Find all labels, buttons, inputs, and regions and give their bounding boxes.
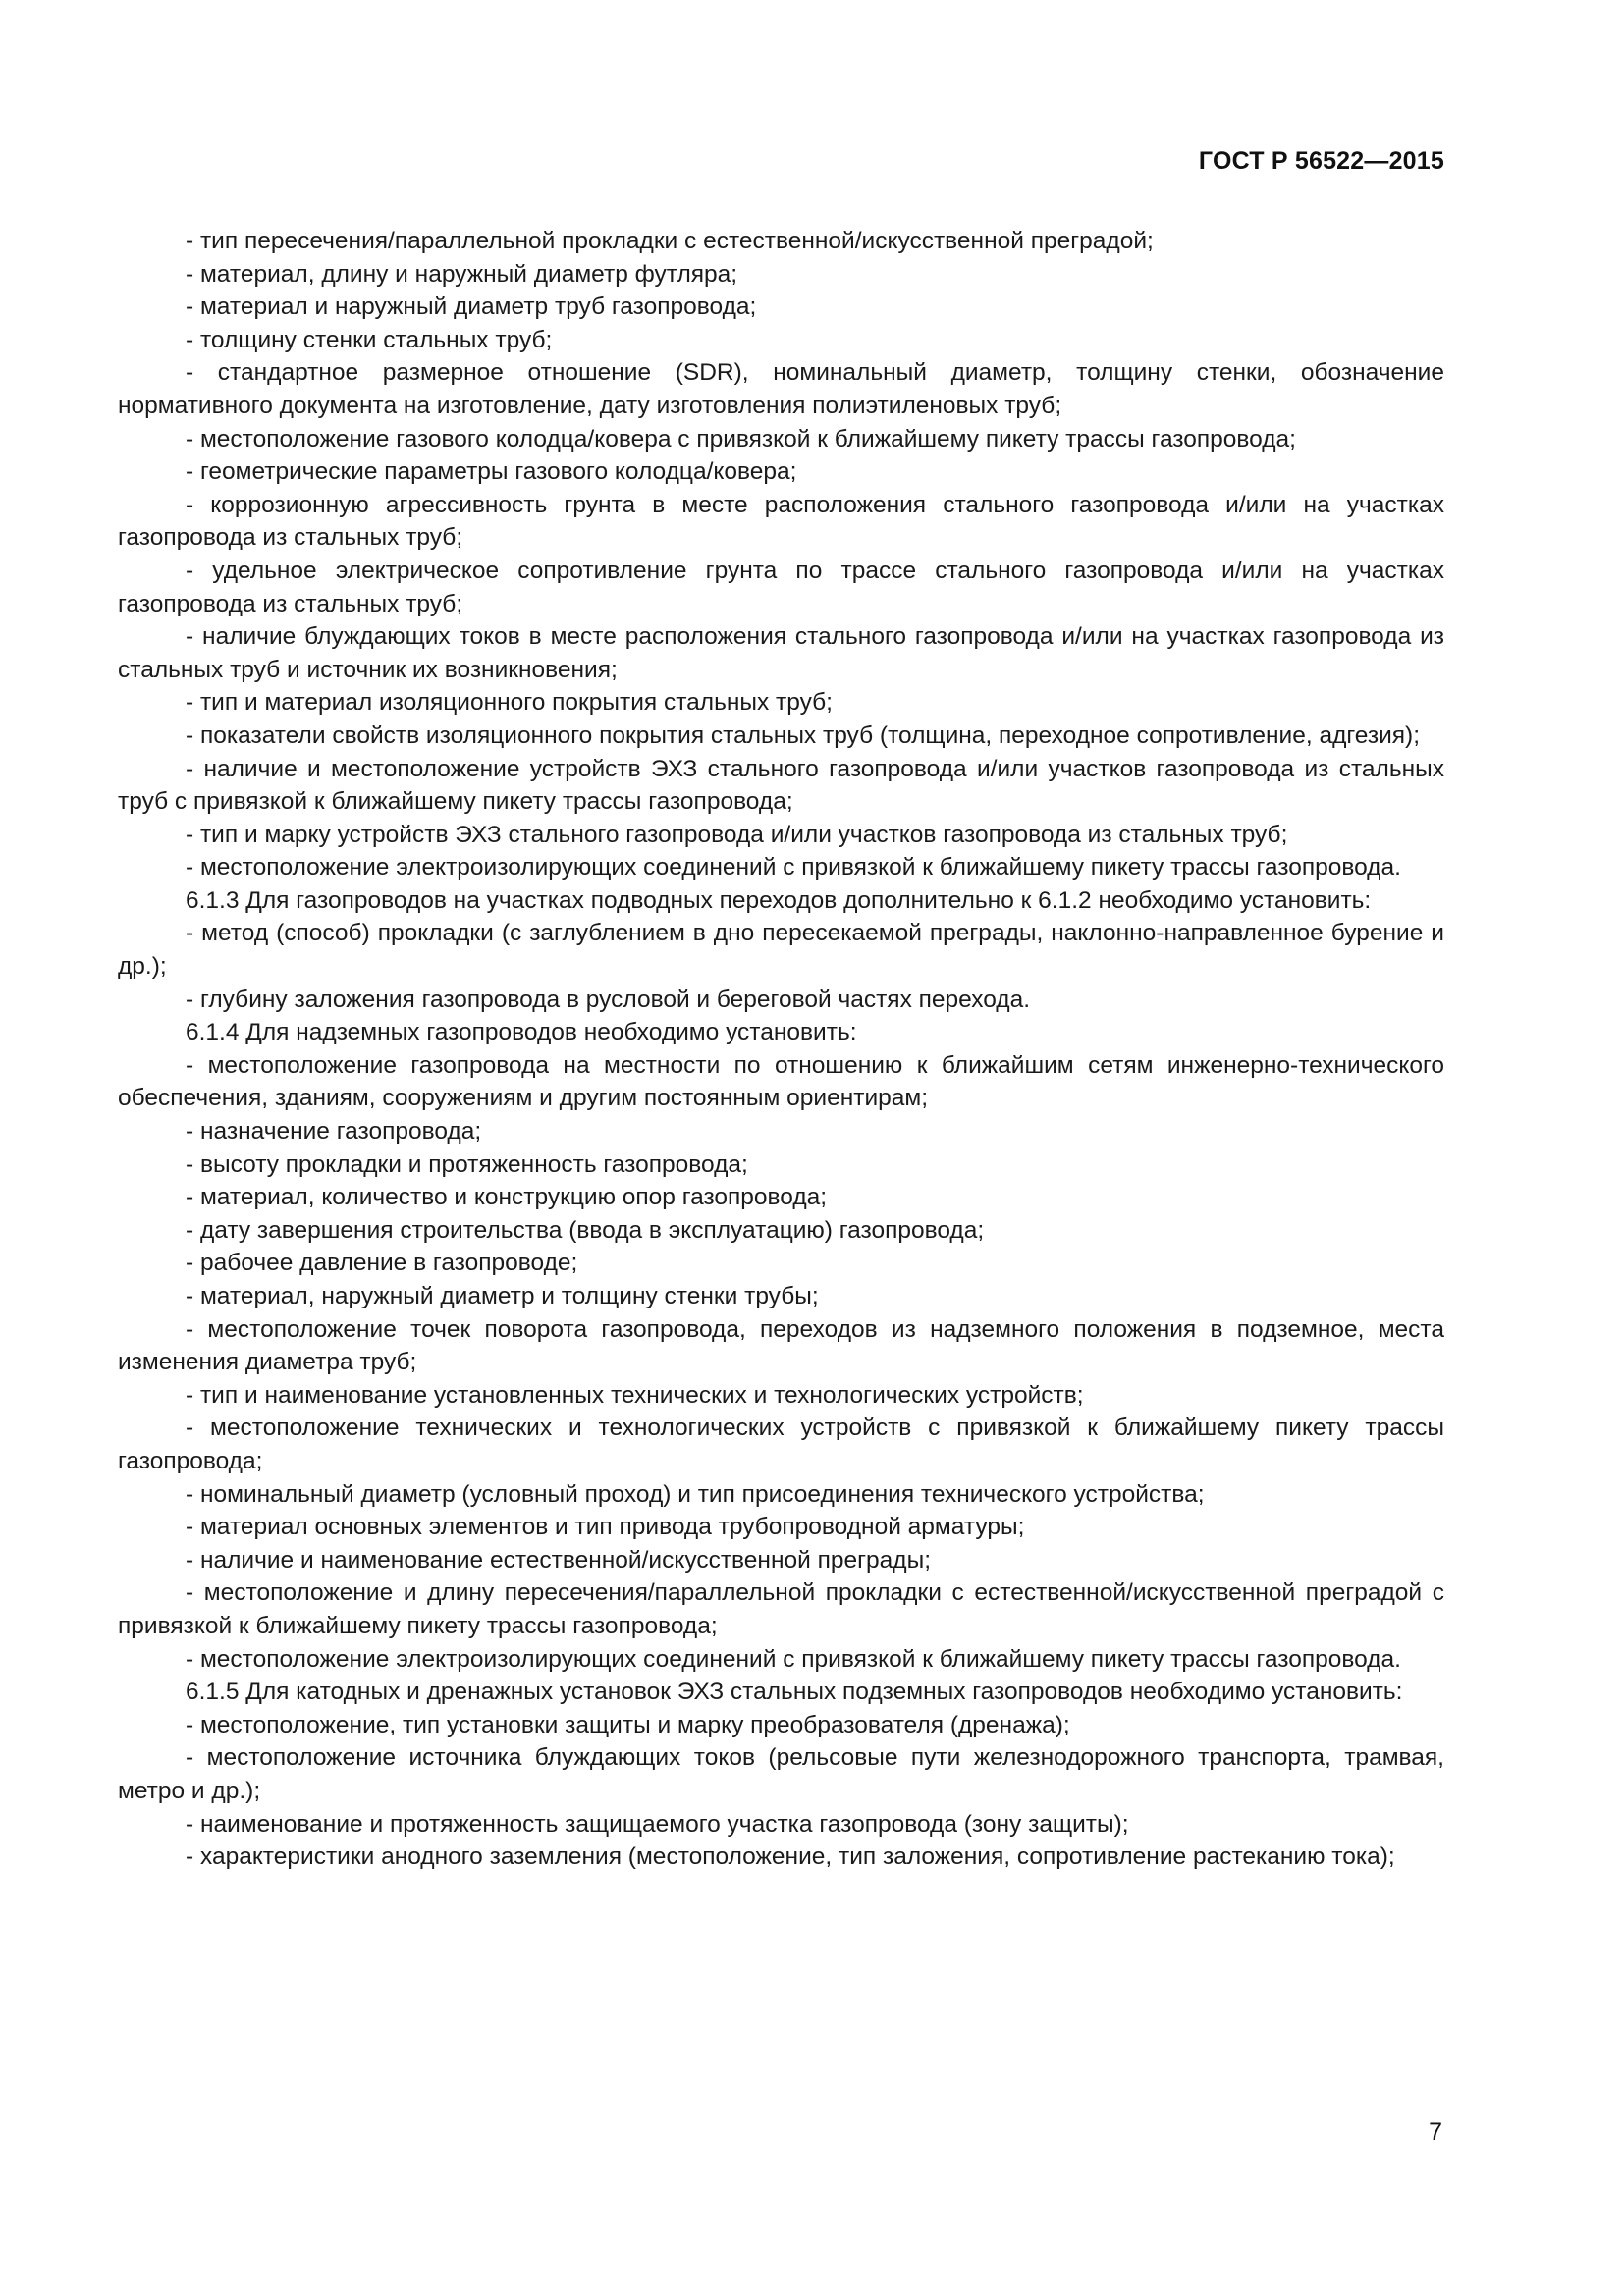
paragraph: - стандартное размерное отношение (SDR), номинальный диаметр, толщину стенки, обозначение нормативного документа на изготовление, дату изготовления полиэтиленовых труб; [118,359,1444,419]
paragraph: - глубину заложения газопровода в русловой и береговой частях перехода. [186,986,1031,1013]
paragraph: - показатели свойств изоляционного покрытия стальных труб (толщина, переходное сопротивление, адгезия); [186,721,1421,749]
document-body [118,225,1444,1874]
paragraph: - удельное электрическое сопротивление грунта по трассе стального газопровода и/или на участках газопровода из стальных труб; [118,557,1444,617]
paragraph: - характеристики анодного заземления (местоположение, тип заложения, сопротивление растеканию тока); [186,1843,1395,1871]
page-number: 7 [1429,2118,1442,2146]
paragraph: - материал, длину и наружный диаметр футляра; [186,260,738,288]
paragraph: - местоположение газопровода на местности по отношению к ближайшим сетям инженерно-технического обеспечения, зданиям, сооружениям и другим постоянным ориентирам; [118,1051,1444,1112]
paragraph: - материал и наружный диаметр труб газопровода; [186,294,757,321]
paragraph: - местоположение электроизолирующих соединений с привязкой к ближайшему пикету трассы газопровода. [186,854,1401,881]
paragraph: - геометрические параметры газового колодца/ковера; [186,458,797,486]
paragraph: - назначение газопровода; [186,1118,482,1146]
paragraph: - местоположение газового колодца/ковера с привязкой к ближайшему пикету трассы газопровода; [186,425,1296,453]
paragraph: - наличие блуждающих токов в месте расположения стального газопровода и/или на участках газопровода из стальных труб и источник их возникновения; [118,623,1444,683]
paragraph: - тип и марку устройств ЭХЗ стального газопровода и/или участков газопровода из стальных труб; [186,821,1288,848]
paragraph: - материал основных элементов и тип привода трубопроводной арматуры; [186,1514,1025,1541]
paragraph: - местоположение и длину пересечения/параллельной прокладки с естественной/искусственной преградой с привязкой к ближайшему пикету трассы газопровода; [118,1579,1444,1639]
paragraph: - наличие и наименование естественной/искусственной преграды; [186,1546,932,1574]
paragraph: - толщину стенки стальных труб; [186,326,553,353]
paragraph: - материал, наружный диаметр и толщину стенки трубы; [186,1283,819,1309]
paragraph: - тип и материал изоляционного покрытия стальных труб; [186,689,833,717]
paragraph: - тип и наименование установленных технических и технологических устройств; [186,1381,1084,1409]
paragraph: 6.1.4 Для надземных газопроводов необходимо установить: [186,1019,857,1046]
paragraph: - местоположение электроизолирующих соединений с привязкой к ближайшему пикету трассы газопровода. [186,1645,1401,1673]
paragraph: - местоположение источника блуждающих токов (рельсовые пути железнодорожного транспорта, трамвая, метро и др.); [118,1744,1444,1804]
paragraph: - местоположение, тип установки защиты и марку преобразователя (дренажа); [186,1711,1070,1738]
paragraph: - местоположение технических и технологических устройств с привязкой к ближайшему пикету трассы газопровода; [118,1415,1444,1474]
paragraph: 6.1.5 Для катодных и дренажных установок ЭХЗ стальных подземных газопроводов необходимо установить: [186,1679,1403,1706]
paragraph: - коррозионную агрессивность грунта в месте расположения стального газопровода и/или на участках газопровода из стальных труб; [118,491,1444,552]
paragraph: - наличие и местоположение устройств ЭХЗ стального газопровода и/или участков газопровода из стальных труб с привязкой к ближайшему пикету трассы газопровода; [118,755,1444,816]
paragraph: 6.1.3 Для газопроводов на участках подводных переходов дополнительно к 6.1.2 необходимо установить: [186,886,1372,914]
paragraph: - местоположение точек поворота газопровода, переходов из надземного положения в подземное, места изменения диаметра труб; [118,1315,1444,1376]
document-code-header: ГОСТ Р 56522—2015 [1198,147,1444,175]
paragraph: - тип пересечения/параллельной прокладки с естественной/искусственной преградой; [186,228,1154,254]
paragraph: - наименование и протяженность защищаемого участка газопровода (зону защиты); [186,1810,1129,1838]
paragraph: - номинальный диаметр (условный проход) и тип присоединения технического устройства; [186,1480,1205,1508]
paragraph: - рабочее давление в газопроводе; [186,1250,578,1277]
paragraph: - дату завершения строительства (ввода в эксплуатацию) газопровода; [186,1216,985,1244]
paragraph: - материал, количество и конструкцию опор газопровода; [186,1184,828,1211]
paragraph: - метод (способ) прокладки (с заглублением в дно пересекаемой преграды, наклонно-направленное бурение и др.); [118,920,1444,981]
paragraph: - высоту прокладки и протяженность газопровода; [186,1150,748,1178]
